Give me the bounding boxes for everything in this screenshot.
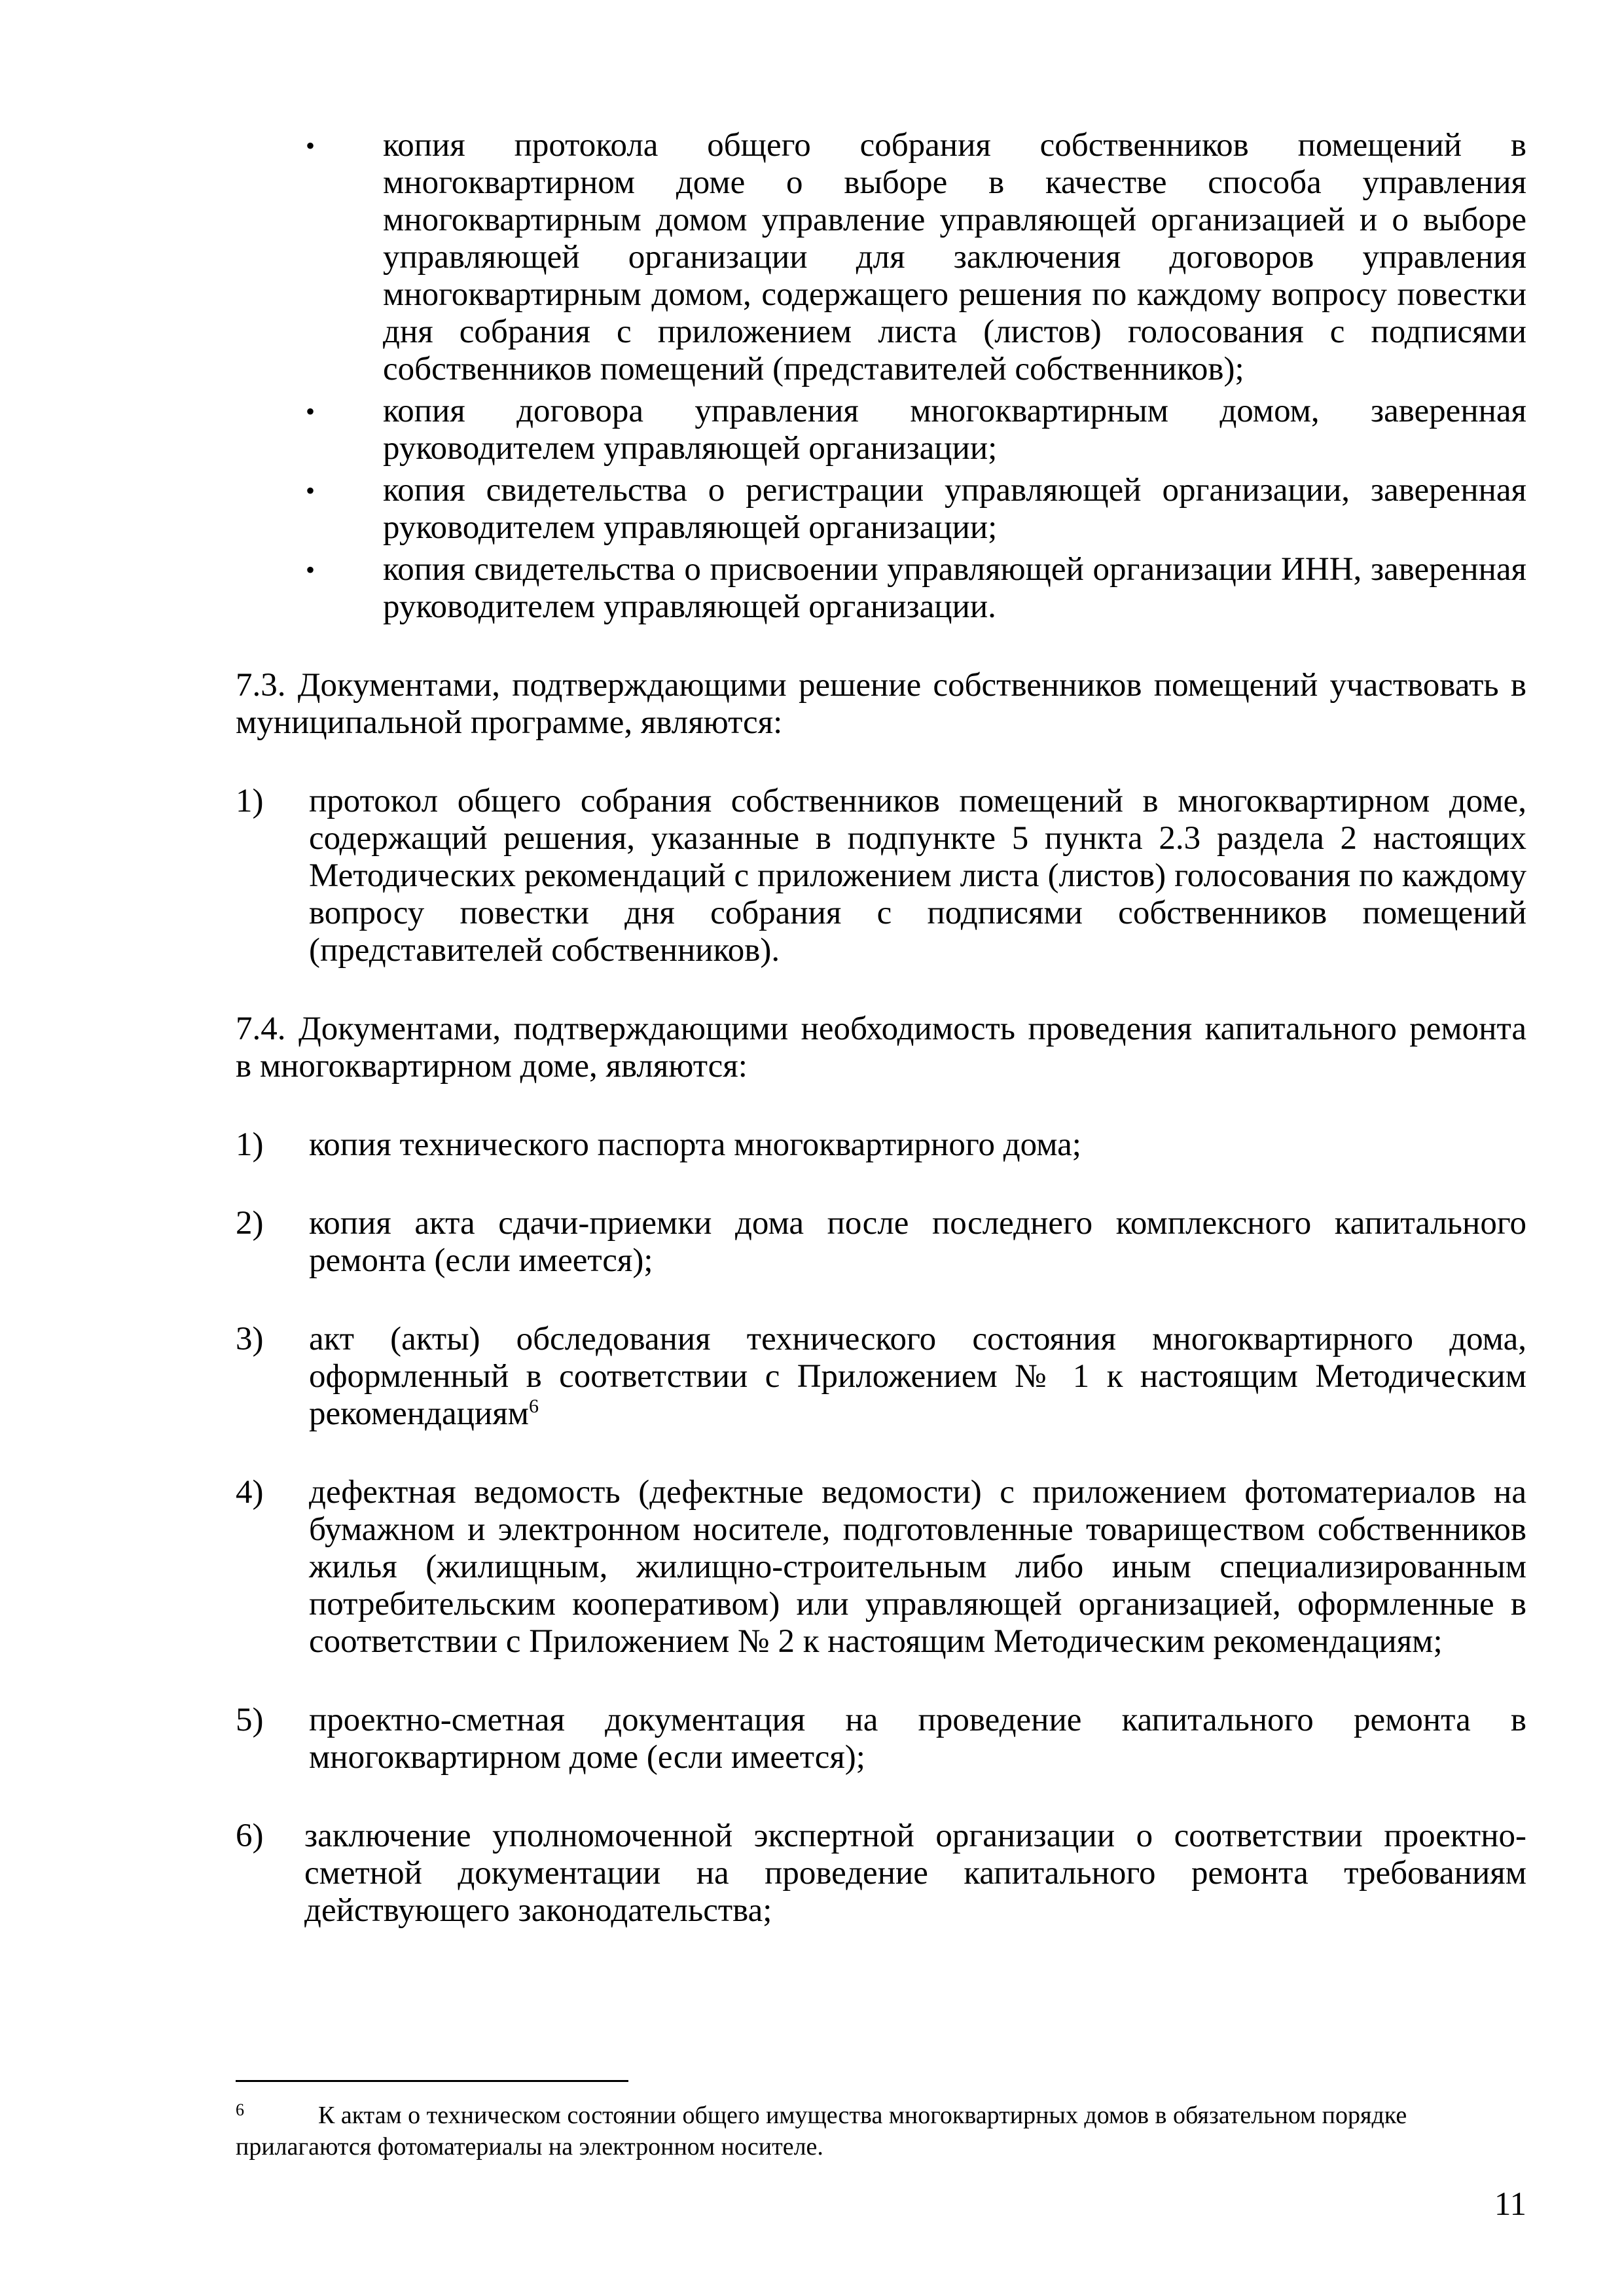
section-7-3-heading bbox=[236, 667, 1526, 742]
text-line: копия акта сдачи-приемки дома после последнего комплексного капитального bbox=[309, 1205, 1526, 1242]
text-fragment: рекомендациям bbox=[309, 1395, 529, 1432]
text-line: Методических рекомендаций с приложением листа (листов) голосования по каждому bbox=[309, 857, 1526, 894]
list-item bbox=[236, 1818, 1526, 1929]
text-line: протокол общего собрания собственников помещений в многоквартирном доме, bbox=[309, 783, 1526, 819]
footnote-separator bbox=[236, 2080, 628, 2082]
bullet-icon: • bbox=[306, 555, 316, 584]
text-line: соответствии с Приложением № 2 к настоящим Методическим рекомендациям; bbox=[309, 1623, 1443, 1660]
text-line: бумажном и электронном носителе, подготовленные товариществом собственников bbox=[309, 1511, 1526, 1548]
bullet-item-1 bbox=[236, 127, 1526, 388]
text-line: копия протокола общего собрания собственников помещений в bbox=[383, 127, 1526, 164]
item-number: 3) bbox=[236, 1321, 264, 1357]
text-line: содержащий решения, указанные в подпункте 5 пункта 2.3 раздела 2 настоящих bbox=[309, 820, 1526, 857]
bullet-item-4 bbox=[236, 551, 1526, 626]
section-7-3 bbox=[236, 667, 1526, 969]
text-line: многоквартирным домом управление управляющей организацией и о выборе bbox=[383, 202, 1526, 238]
text-line: жилья (жилищным, жилищно-строительным либо иным специализированным bbox=[309, 1549, 1526, 1585]
bullet-item-3 bbox=[236, 472, 1526, 547]
section-7-4-heading bbox=[236, 1011, 1526, 1085]
list-item bbox=[236, 1126, 1526, 1164]
item-number: 5) bbox=[236, 1702, 264, 1738]
text-line: копия договора управления многоквартирным домом, заверенная bbox=[383, 393, 1526, 429]
footnote-mark: 6 bbox=[236, 2100, 244, 2119]
text-line: оформленный в соответствии с Приложением № 1 к настоящим Методическим bbox=[309, 1358, 1526, 1395]
list-item bbox=[236, 1702, 1526, 1776]
text-line: дефектная ведомость (дефектные ведомости) с приложением фотоматериалов на bbox=[309, 1474, 1526, 1511]
item-number: 6) bbox=[236, 1818, 264, 1854]
text-line: управляющей организации для заключения договоров управления bbox=[383, 239, 1526, 276]
text-line: 7.3. Документами, подтверждающими решение собственников помещений участвовать в bbox=[236, 667, 1526, 704]
list-item bbox=[236, 1205, 1526, 1280]
bullet-icon: • bbox=[306, 397, 316, 426]
text-line: многоквартирном доме (если имеется); bbox=[309, 1739, 865, 1776]
item-number: 1) bbox=[236, 1126, 264, 1163]
text-line: в многоквартирном доме, являются: bbox=[236, 1048, 748, 1085]
footnote-line-2: прилагаются фотоматериалы на электронном носителе. bbox=[236, 2133, 823, 2161]
text-line: руководителем управляющей организации. bbox=[383, 588, 996, 625]
requirements-bullet-list bbox=[236, 127, 1526, 626]
item-number: 2) bbox=[236, 1205, 264, 1242]
text-line: собственников помещений (представителей собственников); bbox=[383, 351, 1244, 387]
text-line: копия свидетельства о регистрации управляющей организации, заверенная bbox=[383, 472, 1526, 509]
bullet-icon: • bbox=[306, 476, 316, 505]
bullet-item-2 bbox=[236, 393, 1526, 467]
text-line: копия свидетельства о присвоении управляющей организации ИНН, заверенная bbox=[383, 551, 1526, 588]
text-line: потребительским кооперативом) или управляющей организацией, оформленные в bbox=[309, 1586, 1526, 1623]
list-item bbox=[236, 1321, 1526, 1433]
list-item bbox=[236, 1474, 1526, 1660]
text-line: (представителей собственников). bbox=[309, 932, 780, 969]
text-line: дня собрания с приложением листа (листов) голосования с подписями bbox=[383, 314, 1526, 350]
text-line: многоквартирным домом, содержащего решения по каждому вопросу повестки bbox=[383, 276, 1526, 313]
footnote bbox=[236, 2100, 1526, 2162]
text-line: ремонта (если имеется); bbox=[309, 1242, 653, 1279]
text-line: копия технического паспорта многоквартирного дома; bbox=[309, 1126, 1081, 1163]
text-line: руководителем управляющей организации; bbox=[383, 430, 998, 467]
footnote-reference: 6 bbox=[528, 1395, 539, 1417]
text-line: муниципальной программе, являются: bbox=[236, 704, 783, 741]
text-line: заключение уполномоченной экспертной организации о соответствии проектно- bbox=[304, 1818, 1526, 1854]
text-line: акт (акты) обследования технического состояния многоквартирного дома, bbox=[309, 1321, 1526, 1357]
text-line: многоквартирном доме о выборе в качестве способа управления bbox=[383, 164, 1526, 201]
item-number: 4) bbox=[236, 1474, 264, 1511]
section-7-4 bbox=[236, 1011, 1526, 1929]
text-line: 7.4. Документами, подтверждающими необходимость проведения капитального ремонта bbox=[236, 1011, 1526, 1047]
page-number: 11 bbox=[1494, 2186, 1526, 2223]
section-7-3-list bbox=[236, 783, 1526, 969]
section-7-4-list bbox=[236, 1126, 1526, 1929]
text-line: действующего законодательства; bbox=[304, 1892, 772, 1929]
text-line: сметной документации на проведение капитального ремонта требованиям bbox=[304, 1855, 1526, 1892]
page-content bbox=[236, 127, 1526, 1929]
text-line bbox=[309, 1395, 1526, 1433]
bullet-icon: • bbox=[306, 131, 316, 160]
footnote-text bbox=[236, 2100, 1526, 2162]
footnote-line-1: К актам о техническом состоянии общего имущества многоквартирных домов в обязательном порядке bbox=[318, 2102, 1407, 2129]
text-line: вопросу повестки дня собрания с подписями собственников помещений bbox=[309, 895, 1526, 931]
list-item bbox=[236, 783, 1526, 969]
text-line: руководителем управляющей организации; bbox=[383, 509, 998, 546]
text-line: проектно-сметная документация на проведение капитального ремонта в bbox=[309, 1702, 1526, 1738]
item-number: 1) bbox=[236, 783, 264, 819]
